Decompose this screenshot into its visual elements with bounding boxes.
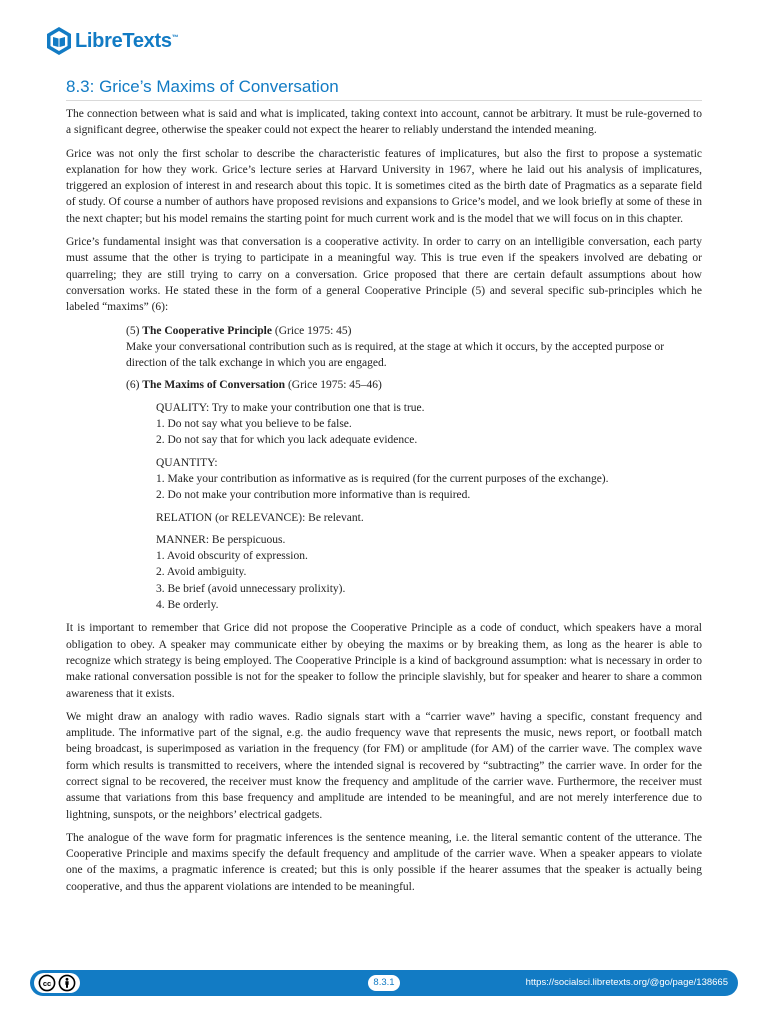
- maxim-quantity: [156, 455, 702, 504]
- maxim-item: 1. Avoid obscurity of expression.: [156, 550, 308, 563]
- example-5-text: Make your conversational contribution such as is required, at the stage at which it occurs, by the accepted purpose or direction of the talk exchange in which you are engaged.: [126, 340, 665, 370]
- example-6: [126, 377, 702, 393]
- cc-license-badge[interactable]: [34, 973, 80, 993]
- paragraph-2: Grice was not only the first scholar to describe the characteristic features of implicatures, but also the first to propose a systematic explanation for how they work. Grice’s lecture series at Harvard University in 1967, where he laid out his analysis of implicatures, triggered an explosion of interest in and research about this topic. It is sometimes cited as the birth date of Pragmatics as a separate field of study. Of course a number of authors have proposed revisions and expansions to Grice’s model, and we look briefly at some of these in the next chapter; but his model remains the starting point for much current work and is the model that we will focus on in this chapter.: [66, 147, 702, 225]
- paragraph-6: The analogue of the wave form for pragmatic inferences is the sentence meaning, i.e. the literal semantic content of the utterance. The Cooperative Principle and maxims specify the default frequency and amplitude of the carrier wave. When a speaker appears to violate one of the maxims, a pragmatic inference is created; but this is only possible if the hearer assumes that the speaker is actually being cooperative, and thus the apparent violations are intended to be meaningful.: [66, 831, 702, 893]
- paragraph-3: Grice’s fundamental insight was that conversation is a cooperative activity. In order to carry on an intelligible conversation, each party must assume that the other is trying to participate in a meaningful way. This is true even if the speakers involved are debating or quarreling; they are still trying to carry on a conversation. Grice proposed that there are certain default assumptions about how conversation works. He stated these in the form of a general Cooperative Principle (5) and several specific sub-principles which he labeled “maxims” (6):: [66, 236, 702, 314]
- maxim-item: 2. Do not say that for which you lack adequate evidence.: [156, 434, 418, 447]
- svg-text:cc: cc: [42, 979, 52, 988]
- maxim-item: 1. Make your contribution as informative as is required (for the current purposes of the exchange).: [156, 472, 609, 485]
- maxim-manner: [156, 532, 702, 613]
- maxim-title: QUALITY: Try to make your contribution one that is true.: [156, 401, 425, 414]
- maxim-item: 3. Be brief (avoid unnecessary prolixity).: [156, 582, 346, 595]
- creative-commons-icon: [38, 974, 56, 992]
- footer-bar: [30, 970, 738, 996]
- page-url-link[interactable]: https://socialsci.libretexts.org/@go/page/138665: [525, 977, 728, 988]
- maxims-list: [156, 400, 702, 614]
- maxim-title: MANNER: Be perspicuous.: [156, 533, 286, 546]
- maxim-title: RELATION (or RELEVANCE): Be relevant.: [156, 511, 364, 524]
- logo-text: LibreTexts™: [75, 29, 179, 52]
- example-6-heading: The Maxims of Conversation: [142, 379, 286, 392]
- example-5-header: (5) The Cooperative Principle (Grice 1975: 45): [126, 324, 352, 337]
- maxim-item: 2. Do not make your contribution more informative than is required.: [156, 489, 471, 502]
- maxim-title: QUANTITY:: [156, 456, 218, 469]
- libretexts-logo[interactable]: [46, 26, 178, 56]
- maxim-item: 1. Do not say what you believe to be false.: [156, 418, 352, 431]
- article-body: [66, 106, 702, 902]
- paragraph-5: We might draw an analogy with radio waves. Radio signals start with a “carrier wave” having a specific, constant frequency and amplitude. The informative part of the signal, e.g. the audio frequency wave that represents the music, news report, or football match being broadcast, is superimposed as variation in the frequency (for FM) or amplitude (for AM) of the carrier wave. The complex wave form which results is transmitted to receivers, where the intended signal is recovered by “subtracting” the carrier wave. In order for the correct signal to be recovered, the receiver must know the frequency and amplitude of the carrier wave. Furthermore, the receiver must assume that variations from this base frequency and amplitude are intended to be meaningful, and are not merely interference due to lightning, sunspots, or the neighbors’ electrical gadgets.: [66, 710, 702, 821]
- attribution-icon: [58, 974, 76, 992]
- paragraph-1: The connection between what is said and what is implicated, taking context into account, cannot be arbitrary. It must be rule-governed to a significant degree, otherwise the speaker could not expect the hearer to reliably understand the intended meaning.: [66, 108, 702, 137]
- maxim-item: 2. Avoid ambiguity.: [156, 566, 247, 579]
- page-title: 8.3: Grice’s Maxims of Conversation: [66, 77, 339, 96]
- maxim-item: 4. Be orderly.: [156, 599, 219, 612]
- page-number: 8.3.1: [368, 975, 400, 991]
- example-5: [126, 323, 702, 372]
- title-divider: [66, 100, 702, 101]
- maxim-quality: [156, 400, 702, 449]
- example-5-heading: The Cooperative Principle: [142, 324, 272, 337]
- example-6-header: (6) The Maxims of Conversation (Grice 1975: 45–46): [126, 379, 382, 392]
- maxim-relation: [156, 510, 702, 526]
- libretexts-logo-icon: [46, 26, 72, 56]
- paragraph-4: It is important to remember that Grice did not propose the Cooperative Principle as a code of conduct, which speakers have a moral obligation to obey. A speaker may communicate either by obeying the maxims or by breaking them, as long as the hearer is able to recognize which strategy is being employed. The Cooperative Principle is a kind of background assumption: what is necessary in order to make rational conversation possible is not for the speaker to follow the principle slavishly, but for speaker and hearer to share a common awareness that it exists.: [66, 622, 702, 700]
